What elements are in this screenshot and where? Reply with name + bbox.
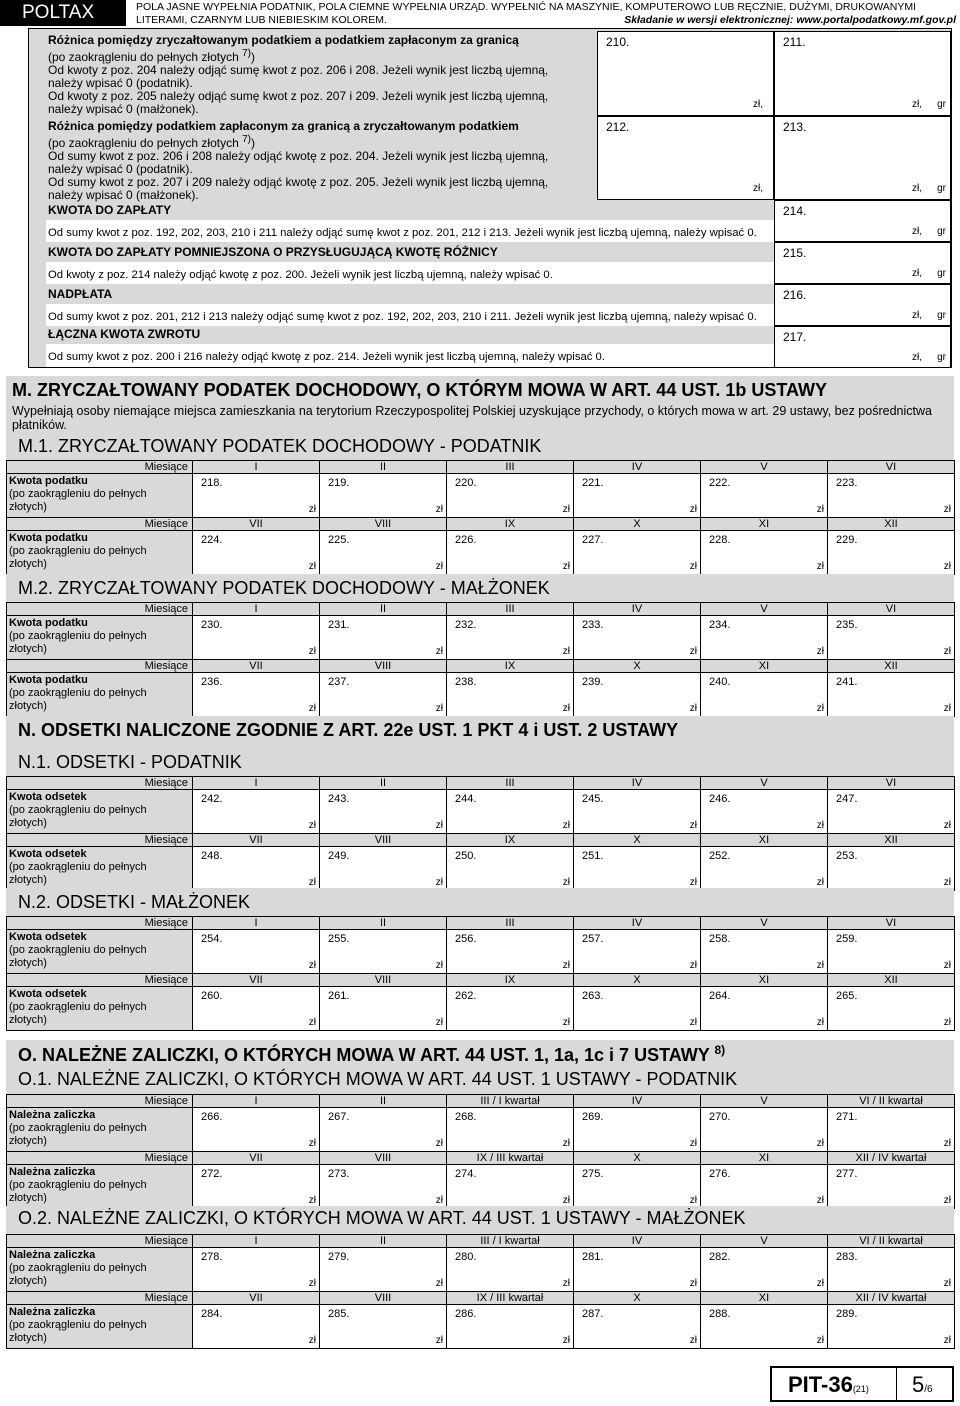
month-header: I: [193, 461, 320, 474]
form-id: PIT-36(21): [788, 1372, 869, 1397]
amount-field[interactable]: 259. zł: [828, 930, 955, 974]
month-header: IV: [574, 461, 701, 474]
amount-field[interactable]: 288. zł: [701, 1305, 828, 1349]
section-o-title: O. NALEŻNE ZALICZKI, O KTÓRYCH MOWA W ART. 44 UST. 1, 1a, 1c i 7 USTAWY $^{8)}$: [18, 1043, 726, 1065]
month-header: VI / II kwartał: [828, 1235, 955, 1248]
field-210[interactable]: 210. zł,: [597, 31, 774, 116]
month-header: V: [701, 917, 828, 930]
month-header: IV: [574, 603, 701, 616]
month-header: IV: [574, 1235, 701, 1248]
amount-field[interactable]: 237. zł: [320, 673, 447, 717]
amount-field[interactable]: 261. zł: [320, 987, 447, 1031]
diff-foreign-tax-text: Różnica pomiędzy podatkiem zapłaconym za granicą a zryczałtowanym podatkiem (po zaokrągleniu do pełnych złotych $^{7)}$) Od sumy kwot z poz. 206 i 208 należy odjąć kwotę z poz. 204. Jeżeli wynik jest liczbą ujemną, należy wpisać 0 (podatnik). Od sumy kwot z poz. 207 i 209 należy odjąć kwotę z poz. 205. Jeżeli wynik jest liczbą ujemną, należy wpisać 0 (małżonek).: [48, 119, 549, 202]
row-label: Kwota odsetek (po zaokrągleniu do pełnych złotych): [7, 930, 193, 974]
amount-field[interactable]: 251. zł: [574, 847, 701, 891]
amount-field[interactable]: 254. zł: [193, 930, 320, 974]
month-header: X: [574, 1152, 701, 1165]
amount-field[interactable]: 240. zł: [701, 673, 828, 717]
amount-field[interactable]: 247. zł: [828, 790, 955, 834]
row-label: Należna zaliczka (po zaokrągleniu do pełnych złotych): [7, 1165, 193, 1209]
field-217[interactable]: 217. zł, gr: [774, 326, 951, 368]
month-header: VIII: [320, 660, 447, 673]
month-header: V: [701, 603, 828, 616]
month-header: IV: [574, 917, 701, 930]
amount-field[interactable]: 269. zł: [574, 1108, 701, 1152]
month-header: II: [320, 777, 447, 790]
row-label: Należna zaliczka (po zaokrągleniu do pełnych złotych): [7, 1108, 193, 1152]
section-m-title: M. ZRYCZAŁTOWANY PODATEK DOCHODOWY, O KTÓRYM MOWA W ART. 44 UST. 1b USTAWY: [12, 380, 828, 400]
month-header: XII: [828, 518, 955, 531]
amount-field[interactable]: 282. zł: [701, 1248, 828, 1292]
amount-field[interactable]: 252. zł: [701, 847, 828, 891]
month-header: IX: [447, 974, 574, 987]
amount-field[interactable]: 274. zł: [447, 1165, 574, 1209]
amount-field[interactable]: 232. zł: [447, 616, 574, 660]
amount-field[interactable]: 242. zł: [193, 790, 320, 834]
grid-o2: [6, 1234, 955, 1349]
month-header: I: [193, 917, 320, 930]
amount-field[interactable]: 233. zł: [574, 616, 701, 660]
amount-field[interactable]: 226. zł: [447, 531, 574, 575]
month-header: IX / III kwartał: [447, 1152, 574, 1165]
grid-n2: [6, 916, 955, 1031]
overpayment-label: NADPŁATA: [48, 287, 113, 301]
months-label: Miesiące: [7, 1095, 193, 1108]
month-header: VII: [193, 660, 320, 673]
field-211[interactable]: 211. zł, gr: [774, 31, 951, 116]
amount-field[interactable]: 243. zł: [320, 790, 447, 834]
diff-flat-tax-text: Różnica pomiędzy zryczałtowanym podatkiem a podatkiem zapłaconym za granicą (po zaokrągleniu do pełnych złotych $^{7)}$) Od kwoty z poz. 204 należy odjąć sumę kwot z poz. 206 i 208. Jeżeli wynik jest liczbą ujemną, należy wpisać 0 (podatnik). Od kwoty z poz. 205 należy odjąć sumę kwot z poz. 207 i 209. Jeżeli wynik jest liczbą ujemną, należy wpisać 0 (małżonek).: [48, 33, 549, 116]
months-label: Miesiące: [7, 1152, 193, 1165]
months-label: Miesiące: [7, 660, 193, 673]
month-header: X: [574, 660, 701, 673]
month-header: IX: [447, 518, 574, 531]
amount-field[interactable]: 281. zł: [574, 1248, 701, 1292]
amount-field[interactable]: 241. zł: [828, 673, 955, 717]
amount-field[interactable]: 223. zł: [828, 474, 955, 518]
header-note-line1: POLA JASNE WYPEŁNIA PODATNIK, POLA CIEMNE WYPEŁNIA URZĄD. WYPEŁNIĆ NA MASZYNIE, KOMPUTEROWO LUB RĘCZNIE, DUŻYMI, DRUKOWANYMI: [136, 1, 917, 13]
month-header: IX: [447, 834, 574, 847]
amount-field[interactable]: 221. zł: [574, 474, 701, 518]
grid-m2: [6, 602, 955, 717]
months-label: Miesiące: [7, 518, 193, 531]
field-212[interactable]: 212. zł,: [597, 116, 774, 200]
month-header: I: [193, 1095, 320, 1108]
month-header: II: [320, 603, 447, 616]
row-label: Kwota podatku (po zaokrągleniu do pełnych złotych): [7, 616, 193, 660]
month-header: X: [574, 1292, 701, 1305]
amount-field[interactable]: 285. zł: [320, 1305, 447, 1349]
month-header: IX / III kwartał: [447, 1292, 574, 1305]
month-header: III: [447, 603, 574, 616]
amount-field[interactable]: 225. zł: [320, 531, 447, 575]
month-header: IV: [574, 1095, 701, 1108]
month-header: I: [193, 1235, 320, 1248]
amount-field[interactable]: 244. zł: [447, 790, 574, 834]
amount-field[interactable]: 258. zł: [701, 930, 828, 974]
month-header: V: [701, 1095, 828, 1108]
month-header: X: [574, 518, 701, 531]
month-header: VIII: [320, 974, 447, 987]
amount-field[interactable]: 275. zł: [574, 1165, 701, 1209]
month-header: V: [701, 461, 828, 474]
amount-field[interactable]: 218. zł: [193, 474, 320, 518]
poltax-logo: POLTAX: [0, 0, 126, 26]
amount-field[interactable]: 236. zł: [193, 673, 320, 717]
month-header: II: [320, 1095, 447, 1108]
amount-field[interactable]: 283. zł: [828, 1248, 955, 1292]
month-header: XI: [701, 1152, 828, 1165]
month-header: II: [320, 917, 447, 930]
amount-field[interactable]: 219. zł: [320, 474, 447, 518]
page-number: 5/6: [912, 1372, 933, 1397]
month-header: VIII: [320, 834, 447, 847]
month-header: I: [193, 603, 320, 616]
amount-field[interactable]: 222. zł: [701, 474, 828, 518]
month-header: VI: [828, 917, 955, 930]
amount-field[interactable]: 238. zł: [447, 673, 574, 717]
month-header: VIII: [320, 1292, 447, 1305]
field-213[interactable]: 213. zł, gr: [774, 116, 951, 200]
field-214[interactable]: 214. zł, gr: [774, 200, 951, 242]
month-header: VII: [193, 1292, 320, 1305]
amount-field[interactable]: 245. zł: [574, 790, 701, 834]
amount-field[interactable]: 265. zł: [828, 987, 955, 1031]
amount-field[interactable]: 270. zł: [701, 1108, 828, 1152]
amount-field[interactable]: 228. zł: [701, 531, 828, 575]
months-label: Miesiące: [7, 834, 193, 847]
month-header: VI: [828, 461, 955, 474]
month-header: XI: [701, 834, 828, 847]
months-label: Miesiące: [7, 777, 193, 790]
row-label: Należna zaliczka (po zaokrągleniu do pełnych złotych): [7, 1305, 193, 1349]
amount-field[interactable]: 255. zł: [320, 930, 447, 974]
month-header: III: [447, 777, 574, 790]
row-label: Kwota odsetek (po zaokrągleniu do pełnych złotych): [7, 847, 193, 891]
amount-field[interactable]: 230. zł: [193, 616, 320, 660]
amount-field[interactable]: 253. zł: [828, 847, 955, 891]
month-header: IX: [447, 660, 574, 673]
amount-field[interactable]: 239. zł: [574, 673, 701, 717]
month-header: III: [447, 461, 574, 474]
month-header: VIII: [320, 518, 447, 531]
o2-title: O.2. NALEŻNE ZALICZKI, O KTÓRYCH MOWA W ART. 44 UST. 1 USTAWY - MAŁŻONEK: [18, 1208, 746, 1228]
month-header: VI: [828, 777, 955, 790]
amount-field[interactable]: 246. zł: [701, 790, 828, 834]
field-215[interactable]: 215. zł, gr: [774, 242, 951, 284]
month-header: X: [574, 974, 701, 987]
amount-due-instr: Od sumy kwot z poz. 192, 202, 203, 210 i 211 należy odjąć sumę kwot z poz. 201, 212 i 213. Jeżeli wynik jest liczbą ujemną, należy wpisać 0.: [48, 227, 757, 239]
month-header: XII / IV kwartał: [828, 1152, 955, 1165]
total-refund-label: ŁĄCZNA KWOTA ZWROTU: [48, 327, 201, 341]
row-label: Kwota podatku (po zaokrągleniu do pełnych złotych): [7, 531, 193, 575]
month-header: III / I kwartał: [447, 1095, 574, 1108]
row-label: Kwota podatku (po zaokrągleniu do pełnych złotych): [7, 474, 193, 518]
month-header: XI: [701, 1292, 828, 1305]
amount-field[interactable]: 273. zł: [320, 1165, 447, 1209]
month-header: XI: [701, 518, 828, 531]
total-refund-instr: Od sumy kwot z poz. 200 i 216 należy odjąć kwotę z poz. 214. Jeżeli wynik jest liczbą ujemną, należy wpisać 0.: [48, 351, 605, 363]
amount-field[interactable]: 234. zł: [701, 616, 828, 660]
months-label: Miesiące: [7, 974, 193, 987]
month-header: V: [701, 1235, 828, 1248]
amount-field[interactable]: 277. zł: [828, 1165, 955, 1209]
amount-field[interactable]: 235. zł: [828, 616, 955, 660]
months-label: Miesiące: [7, 1235, 193, 1248]
n2-title: N.2. ODSETKI - MAŁŻONEK: [18, 892, 251, 912]
amount-field[interactable]: 229. zł: [828, 531, 955, 575]
field-216[interactable]: 216. zł, gr: [774, 284, 951, 326]
amount-field[interactable]: 227. zł: [574, 531, 701, 575]
months-label: Miesiące: [7, 603, 193, 616]
amount-field[interactable]: 280. zł: [447, 1248, 574, 1292]
month-header: VII: [193, 518, 320, 531]
row-label: Kwota odsetek (po zaokrągleniu do pełnych złotych): [7, 987, 193, 1031]
amount-field[interactable]: 224. zł: [193, 531, 320, 575]
grid-n1: [6, 776, 955, 891]
amount-field[interactable]: 279. zł: [320, 1248, 447, 1292]
amount-field[interactable]: 289. zł: [828, 1305, 955, 1349]
e-filing-note: Składanie w wersji elektronicznej: www.portalpodatkowy.mf.gov.pl: [624, 14, 956, 26]
amount-field[interactable]: 287. zł: [574, 1305, 701, 1349]
overpayment-instr: Od sumy kwot z poz. 201, 212 i 213 należy odjąć sumę kwot z poz. 192, 202, 203, 210 i 211. Jeżeli wynik jest liczbą ujemną, należy wpisać 0.: [48, 311, 757, 323]
month-header: II: [320, 1235, 447, 1248]
month-header: II: [320, 461, 447, 474]
n1-title: N.1. ODSETKI - PODATNIK: [18, 752, 242, 772]
amount-field[interactable]: 248. zł: [193, 847, 320, 891]
month-header: XII: [828, 660, 955, 673]
month-header: X: [574, 834, 701, 847]
amount-due-label: KWOTA DO ZAPŁATY: [48, 203, 172, 217]
amount-field[interactable]: 284. zł: [193, 1305, 320, 1349]
amount-field[interactable]: 260. zł: [193, 987, 320, 1031]
months-label: Miesiące: [7, 461, 193, 474]
amount-field[interactable]: 256. zł: [447, 930, 574, 974]
month-header: I: [193, 777, 320, 790]
month-header: III: [447, 917, 574, 930]
amount-field[interactable]: 249. zł: [320, 847, 447, 891]
amount-field[interactable]: 272. zł: [193, 1165, 320, 1209]
amount-field[interactable]: 231. zł: [320, 616, 447, 660]
month-header: IV: [574, 777, 701, 790]
months-label: Miesiące: [7, 917, 193, 930]
form-footer: [770, 1366, 954, 1402]
amount-field[interactable]: 220. zł: [447, 474, 574, 518]
amount-field[interactable]: 276. zł: [701, 1165, 828, 1209]
o1-title: O.1. NALEŻNE ZALICZKI, O KTÓRYCH MOWA W ART. 44 UST. 1 USTAWY - PODATNIK: [18, 1069, 738, 1089]
amount-field[interactable]: 267. zł: [320, 1108, 447, 1152]
month-header: VII: [193, 1152, 320, 1165]
month-header: VI: [828, 603, 955, 616]
month-header: III / I kwartał: [447, 1235, 574, 1248]
m1-title: M.1. ZRYCZAŁTOWANY PODATEK DOCHODOWY - PODATNIK: [18, 436, 542, 456]
row-label: Kwota odsetek (po zaokrągleniu do pełnych złotych): [7, 790, 193, 834]
amount-field[interactable]: 278. zł: [193, 1248, 320, 1292]
amount-field[interactable]: 268. zł: [447, 1108, 574, 1152]
month-header: V: [701, 777, 828, 790]
section-n-title: N. ODSETKI NALICZONE ZGODNIE Z ART. 22e UST. 1 PKT 4 i UST. 2 USTAWY: [18, 720, 679, 740]
amount-field[interactable]: 264. zł: [701, 987, 828, 1031]
month-header: XII / IV kwartał: [828, 1292, 955, 1305]
month-header: XI: [701, 660, 828, 673]
month-header: VIII: [320, 1152, 447, 1165]
header-note: [136, 1, 956, 27]
amount-field[interactable]: 266. zł: [193, 1108, 320, 1152]
month-header: XII: [828, 974, 955, 987]
month-header: XI: [701, 974, 828, 987]
row-label: Należna zaliczka (po zaokrągleniu do pełnych złotych): [7, 1248, 193, 1292]
reduced-amount-instr: Od kwoty z poz. 214 należy odjąć kwotę z poz. 200. Jeżeli wynik jest liczbą ujemną, należy wpisać 0.: [48, 269, 553, 281]
amount-field[interactable]: 262. zł: [447, 987, 574, 1031]
amount-field[interactable]: 257. zł: [574, 930, 701, 974]
month-header: XII: [828, 834, 955, 847]
amount-field[interactable]: 286. zł: [447, 1305, 574, 1349]
m2-title: M.2. ZRYCZAŁTOWANY PODATEK DOCHODOWY - MAŁŻONEK: [18, 578, 550, 598]
grid-o1: [6, 1094, 955, 1209]
row-label: Kwota podatku (po zaokrągleniu do pełnych złotych): [7, 673, 193, 717]
header-note-line2: LITERAMI, CZARNYM LUB NIEBIESKIM KOLOREM.: [136, 14, 387, 26]
amount-field[interactable]: 250. zł: [447, 847, 574, 891]
amount-field[interactable]: 263. zł: [574, 987, 701, 1031]
months-label: Miesiące: [7, 1292, 193, 1305]
month-header: VII: [193, 974, 320, 987]
amount-field[interactable]: 271. zł: [828, 1108, 955, 1152]
section-m-desc: Wypełniają osoby niemające miejsca zamieszkania na terytorium Rzeczypospolitej Polskiej uzyskujące przychody, o których mowa w art. 29 ustawy, bez pośrednictwa płatników.: [12, 404, 932, 432]
reduced-amount-label: KWOTA DO ZAPŁATY POMNIEJSZONA O PRZYSŁUGUJĄCĄ KWOTĘ RÓŻNICY: [48, 245, 498, 259]
month-header: VII: [193, 834, 320, 847]
grid-m1: [6, 460, 955, 575]
month-header: VI / II kwartał: [828, 1095, 955, 1108]
